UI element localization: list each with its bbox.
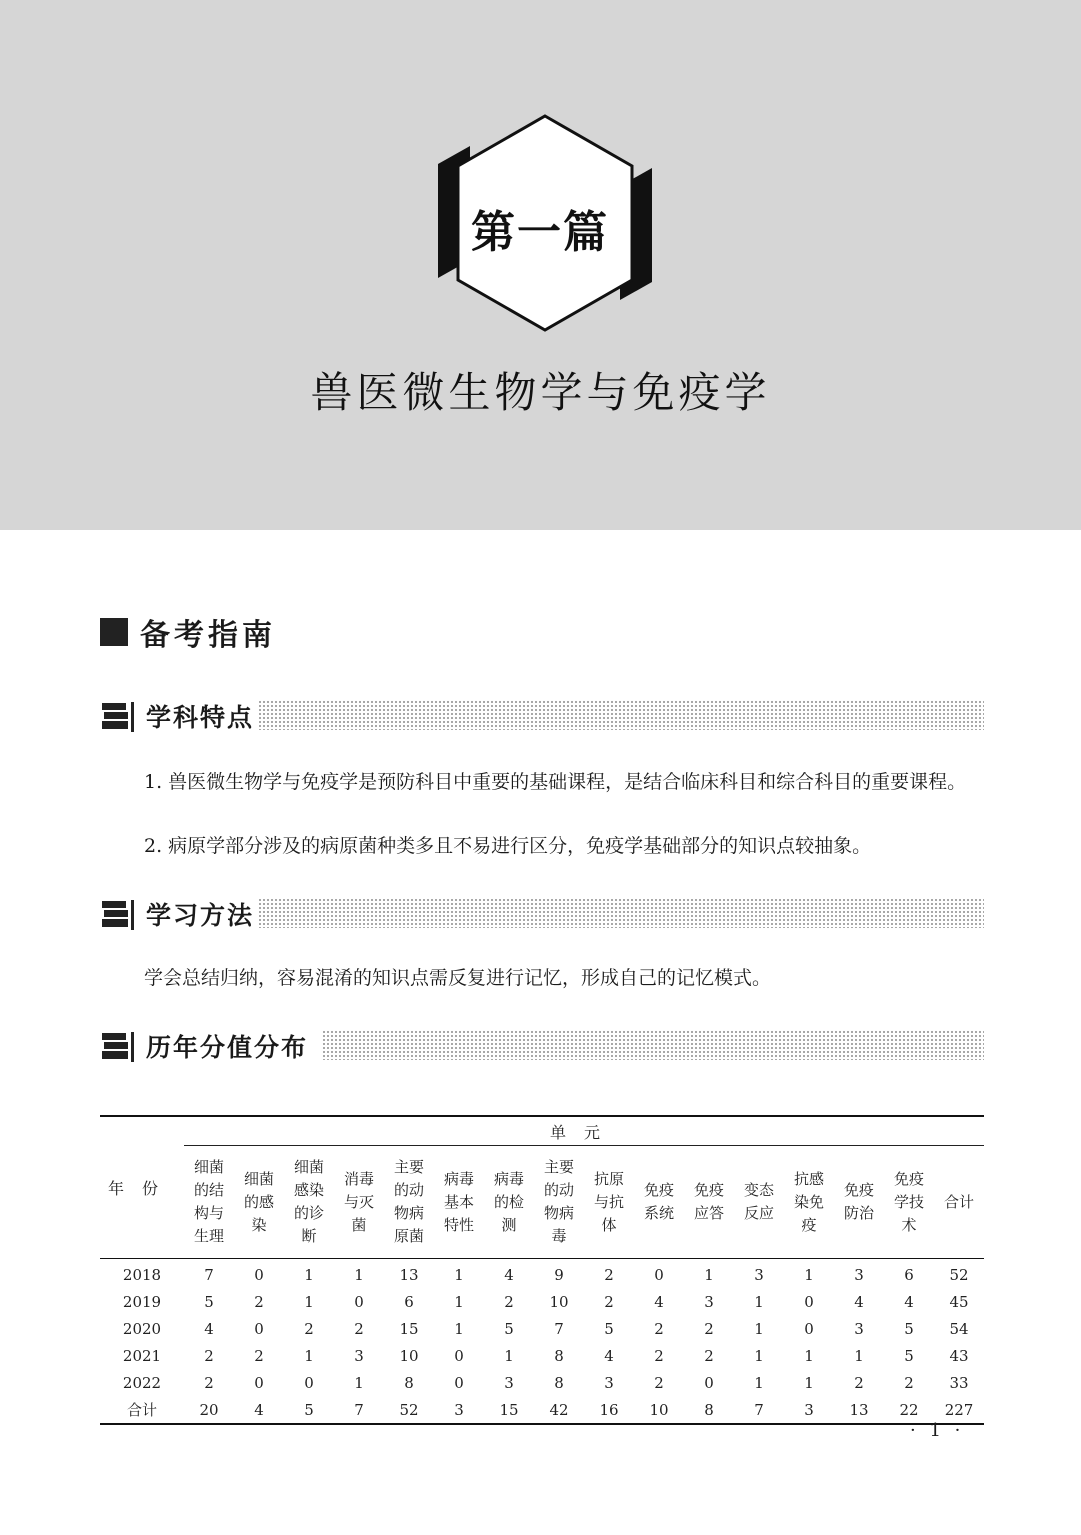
column-header: 免疫 学技 术 (893, 1169, 924, 1234)
books-icon (100, 1030, 136, 1064)
column-header: 消毒 与灭 菌 (343, 1169, 374, 1234)
table-cell: 3 (754, 1265, 764, 1284)
table-cell: 1 (854, 1346, 864, 1365)
table-cell: 3 (704, 1292, 714, 1311)
table-cell: 4 (204, 1319, 214, 1338)
table-cell: 42 (549, 1400, 569, 1419)
table-row (100, 1259, 984, 1289)
table-cell: 2 (704, 1346, 714, 1365)
table-cell: 10 (649, 1400, 669, 1419)
table-cell: 2 (904, 1373, 914, 1392)
section-heading-features (100, 696, 984, 736)
table-cell: 2 (304, 1319, 314, 1338)
column-header: 病毒 的检 测 (493, 1169, 524, 1234)
table-cell: 13 (849, 1400, 869, 1419)
column-header: 抗感 染免 疫 (793, 1169, 824, 1234)
row-year: 2021 (122, 1346, 162, 1365)
table-cell: 4 (504, 1265, 514, 1284)
table-cell: 1 (454, 1292, 464, 1311)
table-cell: 1 (754, 1319, 764, 1338)
table-cell: 0 (254, 1373, 264, 1392)
table-cell: 52 (399, 1400, 419, 1419)
table-cell: 3 (854, 1319, 864, 1338)
table-cell: 4 (604, 1346, 614, 1365)
books-icon (100, 898, 136, 932)
column-header: 细菌 的感 染 (243, 1169, 274, 1234)
table-cell: 0 (454, 1373, 464, 1392)
table-cell: 8 (704, 1400, 714, 1419)
table-cell: 6 (904, 1265, 914, 1284)
table-cell: 2 (204, 1346, 214, 1365)
table-cell: 3 (854, 1265, 864, 1284)
table-cell: 10 (399, 1346, 419, 1365)
table-cell: 45 (949, 1292, 969, 1311)
column-header: 免疫 应答 (693, 1181, 724, 1222)
table-cell: 227 (944, 1400, 974, 1419)
table-cell: 1 (354, 1373, 364, 1392)
table-row (100, 1396, 984, 1424)
table-row (100, 1288, 984, 1315)
table-cell: 0 (804, 1319, 814, 1338)
table-cell: 3 (804, 1400, 814, 1419)
unit-header: 单元 (184, 1116, 984, 1146)
page-number: · 1 · (910, 1420, 965, 1441)
table-cell: 8 (554, 1373, 564, 1392)
table-cell: 9 (554, 1265, 564, 1284)
table-cell: 1 (454, 1265, 464, 1284)
dotted-rule (258, 700, 984, 730)
table-cell: 7 (354, 1400, 364, 1419)
method-paragraph: 学会总结归纳，容易混淆的知识点需反复进行记忆，形成自己的记忆模式。 (144, 967, 772, 989)
table-cell: 7 (554, 1319, 564, 1338)
table-cell: 1 (804, 1373, 814, 1392)
table-cell: 5 (304, 1400, 314, 1419)
table-cell: 5 (904, 1346, 914, 1365)
table-cell: 2 (254, 1346, 264, 1365)
table-cell: 1 (454, 1319, 464, 1338)
section-heading-method (100, 894, 984, 934)
year-header: 年份 (107, 1179, 176, 1198)
table-cell: 1 (304, 1265, 314, 1284)
table-cell: 7 (754, 1400, 764, 1419)
table-cell: 1 (504, 1346, 514, 1365)
table-cell: 10 (549, 1292, 569, 1311)
table-cell: 5 (504, 1319, 514, 1338)
table-cell: 2 (504, 1292, 514, 1311)
table-cell: 15 (399, 1319, 419, 1338)
table-cell: 0 (304, 1373, 314, 1392)
table-cell: 2 (654, 1346, 664, 1365)
table-cell: 4 (904, 1292, 914, 1311)
column-header: 免疫 防治 (843, 1181, 874, 1222)
table-cell: 0 (704, 1373, 714, 1392)
table-row (100, 1342, 984, 1369)
row-year: 2018 (122, 1265, 162, 1284)
section-heading-scores (100, 1026, 984, 1066)
table-cell: 8 (404, 1373, 414, 1392)
table-cell: 2 (604, 1265, 614, 1284)
title-banner (0, 0, 1081, 530)
table-cell: 2 (704, 1319, 714, 1338)
table-cell: 1 (354, 1265, 364, 1284)
table-cell: 2 (654, 1373, 664, 1392)
table-cell: 5 (204, 1292, 214, 1311)
dotted-rule (322, 1030, 984, 1060)
table-cell: 0 (454, 1346, 464, 1365)
row-year: 合计 (126, 1401, 157, 1419)
table-cell: 8 (554, 1346, 564, 1365)
table-cell: 7 (204, 1265, 214, 1284)
table-cell: 1 (754, 1292, 764, 1311)
table-cell: 5 (604, 1319, 614, 1338)
table-cell: 2 (204, 1373, 214, 1392)
table-cell: 2 (854, 1373, 864, 1392)
table-cell: 1 (704, 1265, 714, 1284)
column-header: 病毒 基本 特性 (443, 1169, 474, 1234)
section-title-method: 学习方法 (146, 901, 255, 930)
table-cell: 13 (399, 1265, 419, 1284)
table-cell: 16 (599, 1400, 619, 1419)
column-header: 合计 (944, 1192, 975, 1211)
part-label: 第一篇 (471, 207, 609, 258)
section-title-features: 学科特点 (146, 703, 255, 732)
table-cell: 15 (499, 1400, 519, 1419)
table-cell: 1 (804, 1265, 814, 1284)
table-row (100, 1369, 984, 1396)
column-header: 主要 的动 物病 原菌 (393, 1158, 424, 1245)
table-cell: 22 (899, 1400, 919, 1419)
table-cell: 0 (254, 1319, 264, 1338)
table-cell: 3 (354, 1346, 364, 1365)
table-cell: 5 (904, 1319, 914, 1338)
column-header: 免疫 系统 (643, 1181, 674, 1222)
table-cell: 3 (504, 1373, 514, 1392)
score-distribution-table (100, 1115, 984, 1425)
table-cell: 0 (654, 1265, 664, 1284)
table-cell: 2 (604, 1292, 614, 1311)
score-table (100, 1115, 984, 1425)
table-cell: 4 (654, 1292, 664, 1311)
table-cell: 33 (949, 1373, 969, 1392)
table-cell: 0 (354, 1292, 364, 1311)
table-cell: 6 (404, 1292, 414, 1311)
table-cell: 2 (654, 1319, 664, 1338)
row-year: 2020 (122, 1319, 162, 1338)
features-paragraph-1: 1. 兽医微生物学与免疫学是预防科目中重要的基础课程，是结合临床科目和综合科目的重要课程。 (144, 771, 967, 793)
table-cell: 4 (254, 1400, 264, 1419)
square-bullet-icon (100, 618, 128, 646)
table-cell: 43 (949, 1346, 969, 1365)
table-cell: 20 (199, 1400, 219, 1419)
column-header: 变态 反应 (743, 1181, 774, 1222)
table-cell: 52 (949, 1265, 969, 1284)
books-icon (100, 700, 136, 734)
table-cell: 1 (304, 1292, 314, 1311)
table-cell: 4 (854, 1292, 864, 1311)
table-cell: 2 (354, 1319, 364, 1338)
table-cell: 0 (254, 1265, 264, 1284)
column-header: 抗原 与抗 体 (593, 1169, 624, 1234)
table-cell: 3 (604, 1373, 614, 1392)
guide-title: 备考指南 (140, 618, 276, 653)
table-cell: 3 (454, 1400, 464, 1419)
dotted-rule (258, 898, 984, 928)
subject-title: 兽医微生物学与免疫学 (310, 368, 771, 417)
table-cell: 1 (804, 1346, 814, 1365)
section-title-scores: 历年分值分布 (146, 1033, 309, 1062)
row-year: 2022 (122, 1373, 162, 1392)
table-cell: 1 (754, 1373, 764, 1392)
column-header: 细菌 感染 的诊 断 (293, 1158, 324, 1245)
table-row (100, 1315, 984, 1342)
table-cell: 54 (949, 1319, 969, 1338)
column-header: 主要 的动 物病 毒 (543, 1158, 574, 1245)
table-cell: 0 (804, 1292, 814, 1311)
row-year: 2019 (122, 1292, 162, 1311)
table-cell: 2 (254, 1292, 264, 1311)
features-paragraph-2: 2. 病原学部分涉及的病原菌种类多且不易进行区分，免疫学基础部分的知识点较抽象。 (144, 835, 872, 857)
table-cell: 1 (304, 1346, 314, 1365)
column-header: 细菌 的结 构与 生理 (193, 1158, 224, 1245)
table-cell: 1 (754, 1346, 764, 1365)
